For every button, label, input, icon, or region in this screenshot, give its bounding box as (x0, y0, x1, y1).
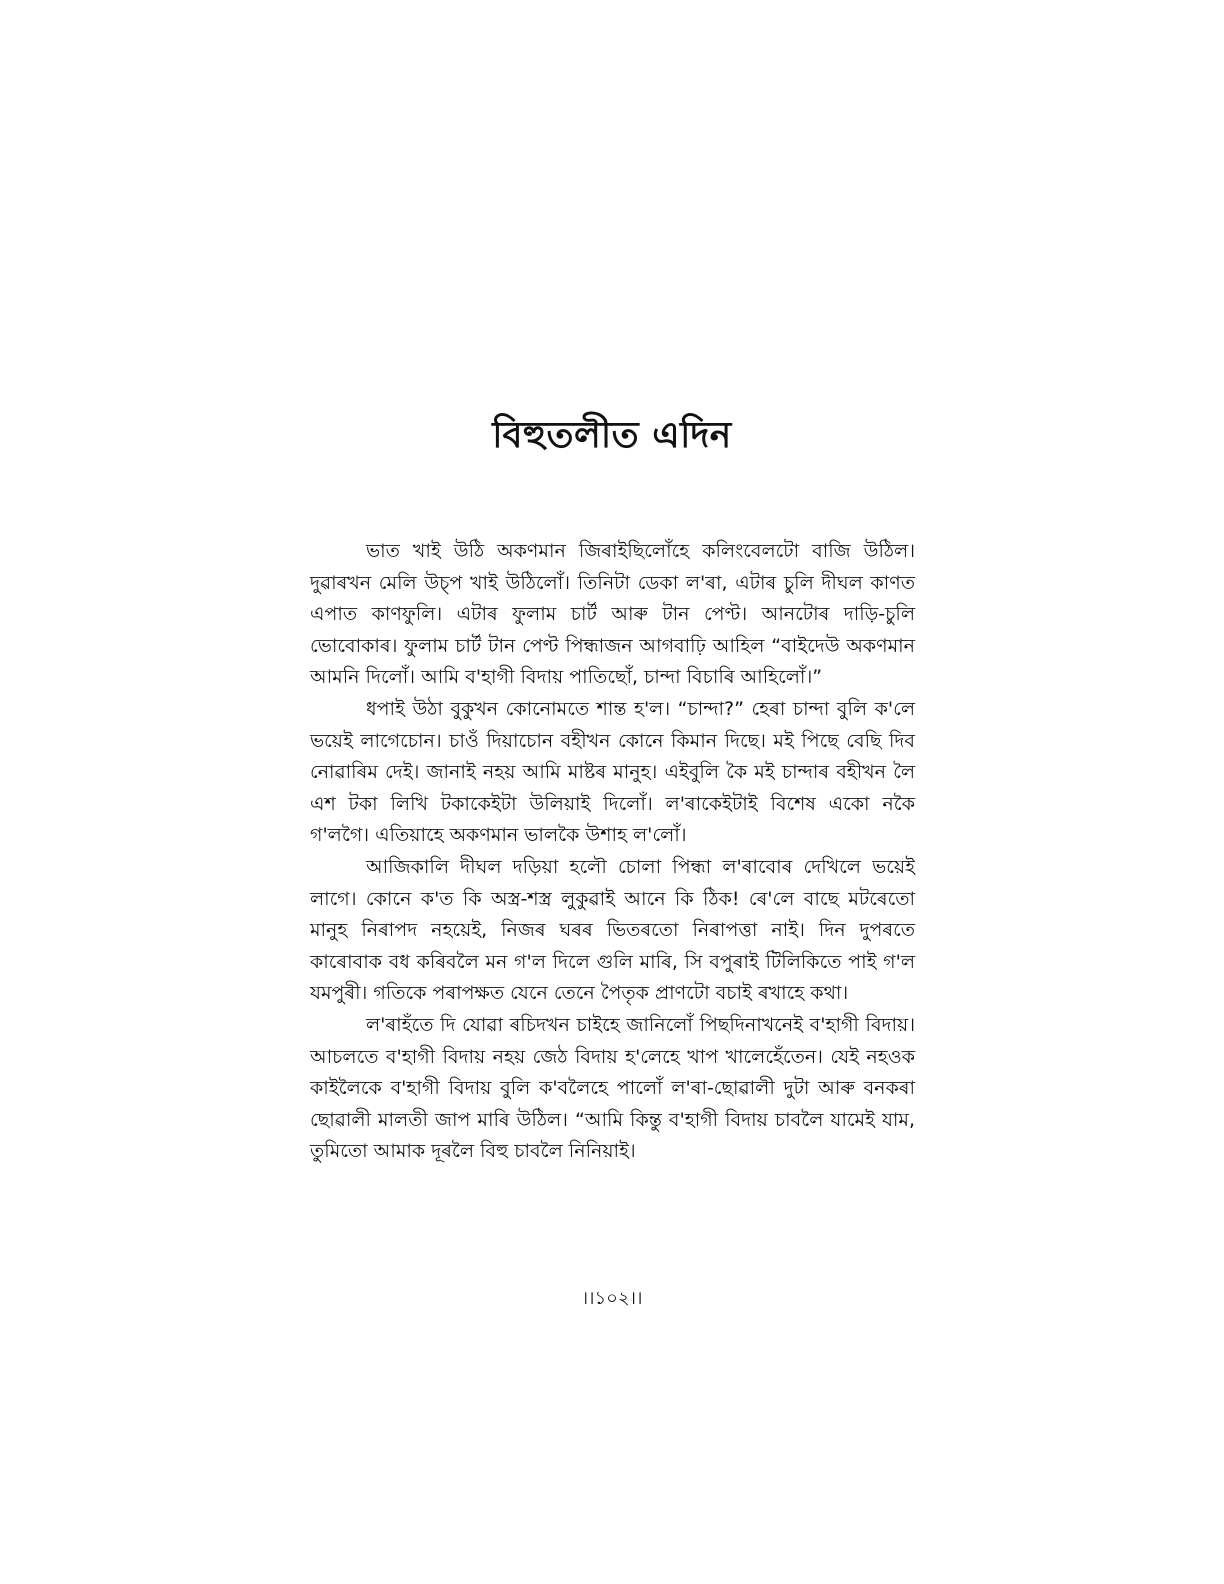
body-text (310, 536, 915, 1168)
page-number: ।।১০২।। (581, 1288, 643, 1309)
paragraph: ধপাই উঠা বুকুখন কোনোমতে শান্ত হ'ল। “চান্দা?” হেৰা চান্দা বুলি ক'লে ভয়েই লাগেচোন। চাওঁ দিয়াচোন বহীখন কোনে কিমান দিছে। মই পিছে বেছি দিব নোৱাৰিম দেই। জানাই নহয় আমি মাষ্টৰ মানুহ। এইবুলি কৈ মই চান্দাৰ বহীখন লৈ এশ টকা লিখি টকাকেইটা উলিয়াই দিলোঁ। ল'ৰাকেইটাই বিশেষ একো নকৈ গ'লগৈ। এতিয়াহে অকণমান ভালকৈ উশাহ ল'লোঁ। (310, 697, 915, 847)
chapter-title: বিহুতলীত এদিন (492, 415, 732, 456)
paragraph: আজিকালি দীঘল দড়িয়া হলৌ চোলা পিন্ধা ল'ৰাবোৰ দেখিলে ভয়েই লাগে। কোনে ক'ত কি অস্ত্ৰ-শস্ত্ৰ লুকুৱাই আনে কি ঠিক! ৰে'লে বাছে মটৰেতো মানুহ নিৰাপদ নহয়েই, নিজৰ ঘৰৰ ভিতৰতো নিৰাপত্তা নাই। দিন দুপৰতে কাৰোবাক বধ কৰিবলৈ মন গ'ল দিলে গুলি মাৰি, সি বপুৰাই টিলিকিতে পাই গ'ল যমপুৰী। গতিকে পৰাপক্ষত যেনে তেনে পৈতৃক প্ৰাণটো বচাই ৰখাহে কথা। (310, 855, 915, 1005)
paragraph: ভাত খাই উঠি অকণমান জিৰাইছিলোঁহে কলিংবেলটো বাজি উঠিল। দুৱাৰখন মেলি উচ্প খাই উঠিলোঁ। তিনিটা ডেকা ল'ৰা, এটাৰ চুলি দীঘল কাণত এপাত কাণফুলি। এটাৰ ফুলাম চাৰ্ট আৰু টান পেণ্ট। আনটোৰ দাড়ি-চুলি ভোবোকাৰ। ফুলাম চাৰ্ট টান পেণ্ট পিন্ধাজন আগবাঢ়ি আহিল “বাইদেউ অকণমান আমনি দিলোঁ। আমি ব'হাগী বিদায় পাতিছোঁ, চান্দা বিচাৰি আহিলোঁ।” (310, 540, 915, 689)
paragraph: ল'ৰাহঁতে দি যোৱা ৰচিদখন চাইহে জানিলোঁ পিছদিনাখনেই ব'হাগী বিদায়। আচলতে ব'হাগী বিদায় নহয় জেঠ বিদায় হ'লেহে খাপ খালেহেঁতেন। যেই নহওক কাইলৈকে ব'হাগী বিদায় বুলি ক'বলৈহে পালোঁ ল'ৰা-ছোৱালী দুটা আৰু বনকৰা ছোৱালী মালতী জাপ মাৰি উঠিল। “আমি কিন্তু ব'হাগী বিদায় চাবলৈ যামেই যাম, তুমিতো আমাক দূৰলৈ বিহু চাবলৈ নিনিয়াই। (310, 1013, 915, 1163)
